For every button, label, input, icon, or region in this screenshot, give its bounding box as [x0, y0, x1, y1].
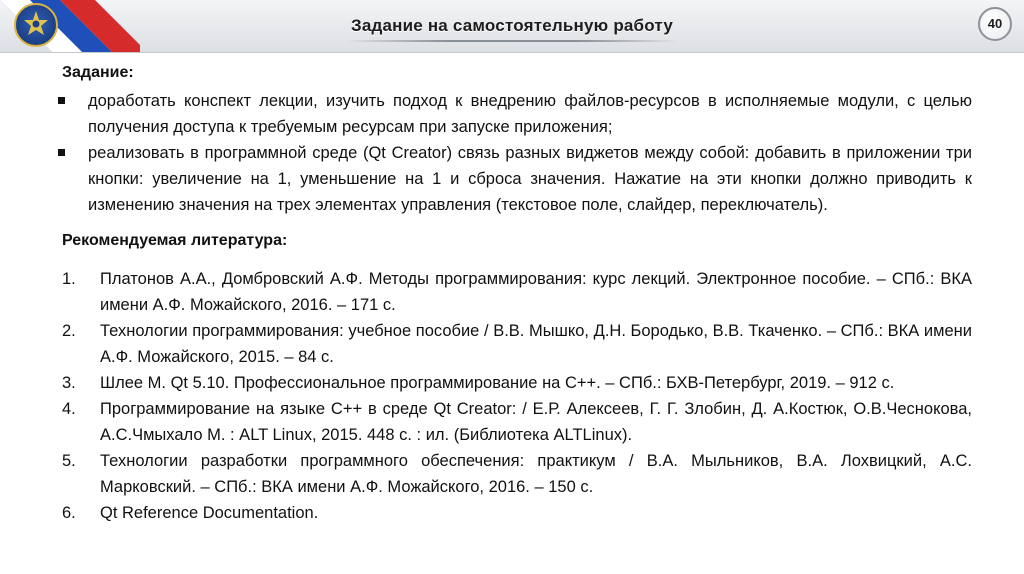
list-item — [62, 448, 972, 500]
reference-text: Технологии разработки программного обеспечения: практикум / В.А. Мыльников, В.А. Лохвицкий, А.С. Марковский. – СПб.: ВКА имени А.Ф. Можайского, 2016. – 150 с. — [100, 452, 972, 496]
list-number: 2. — [62, 322, 76, 340]
list-number: 3. — [62, 374, 76, 392]
list-item — [62, 318, 972, 370]
list-item — [62, 266, 972, 318]
list-item — [62, 396, 972, 448]
title-underline — [346, 40, 678, 42]
list-number: 6. — [62, 504, 76, 522]
list-number: 4. — [62, 400, 76, 418]
literature-heading: Рекомендуемая литература: — [62, 232, 288, 249]
list-number: 1. — [62, 270, 76, 288]
list-number: 5. — [62, 452, 76, 470]
slide-header — [0, 0, 1024, 53]
reference-text: Технологии программирования: учебное пособие / В.В. Мышко, Д.Н. Бородько, В.В. Ткаченко. – СПб.: ВКА имени А.Ф. Можайского, 2015. – 84 с. — [100, 322, 972, 366]
square-bullet-icon — [58, 149, 65, 156]
list-item — [62, 88, 972, 140]
task-list — [62, 88, 972, 218]
task-item-text: доработать конспект лекции, изучить подход к внедрению файлов-ресурсов в исполняемые модули, с целью получения доступа к требуемым ресурсам при запуске приложения; — [88, 92, 972, 136]
list-item — [62, 500, 972, 526]
reference-text: Платонов А.А., Домбровский А.Ф. Методы программирования: курс лекций. Электронное пособие. – СПб.: ВКА имени А.Ф. Можайского, 2016. – 171 с. — [100, 270, 972, 314]
literature-list — [62, 266, 972, 526]
page-number-badge: 40 — [978, 7, 1012, 41]
reference-text: Программирование на языке С++ в среде Qt Creator: / Е.Р. Алексеев, Г. Г. Злобин, Д. А.Костюк, О.В.Чеснокова, А.С.Чмыхало М. : ALT Linux, 2015. 448 с. : ил. (Библиотека ALTLinux). — [100, 400, 972, 444]
slide-content — [62, 62, 972, 526]
reference-text: Qt Reference Documentation. — [100, 504, 319, 522]
task-item-text: реализовать в программной среде (Qt Creator) связь разных виджетов между собой: добавить в приложении три кнопки: увеличение на 1, уменьшение на 1 и сброса значения. Нажатие на эти кнопки должно приводить к изменению значения на трех элементах управления (текстовое поле, слайдер, переключатель). — [88, 144, 972, 214]
page-title: Задание на самостоятельную работу — [350, 16, 674, 35]
reference-text: Шлее М. Qt 5.10. Профессиональное программирование на C++. – СПб.: БХВ-Петербург, 2019. – 912 с. — [100, 374, 895, 392]
task-heading: Задание: — [62, 64, 134, 81]
square-bullet-icon — [58, 97, 65, 104]
list-item — [62, 370, 972, 396]
list-item — [62, 140, 972, 218]
